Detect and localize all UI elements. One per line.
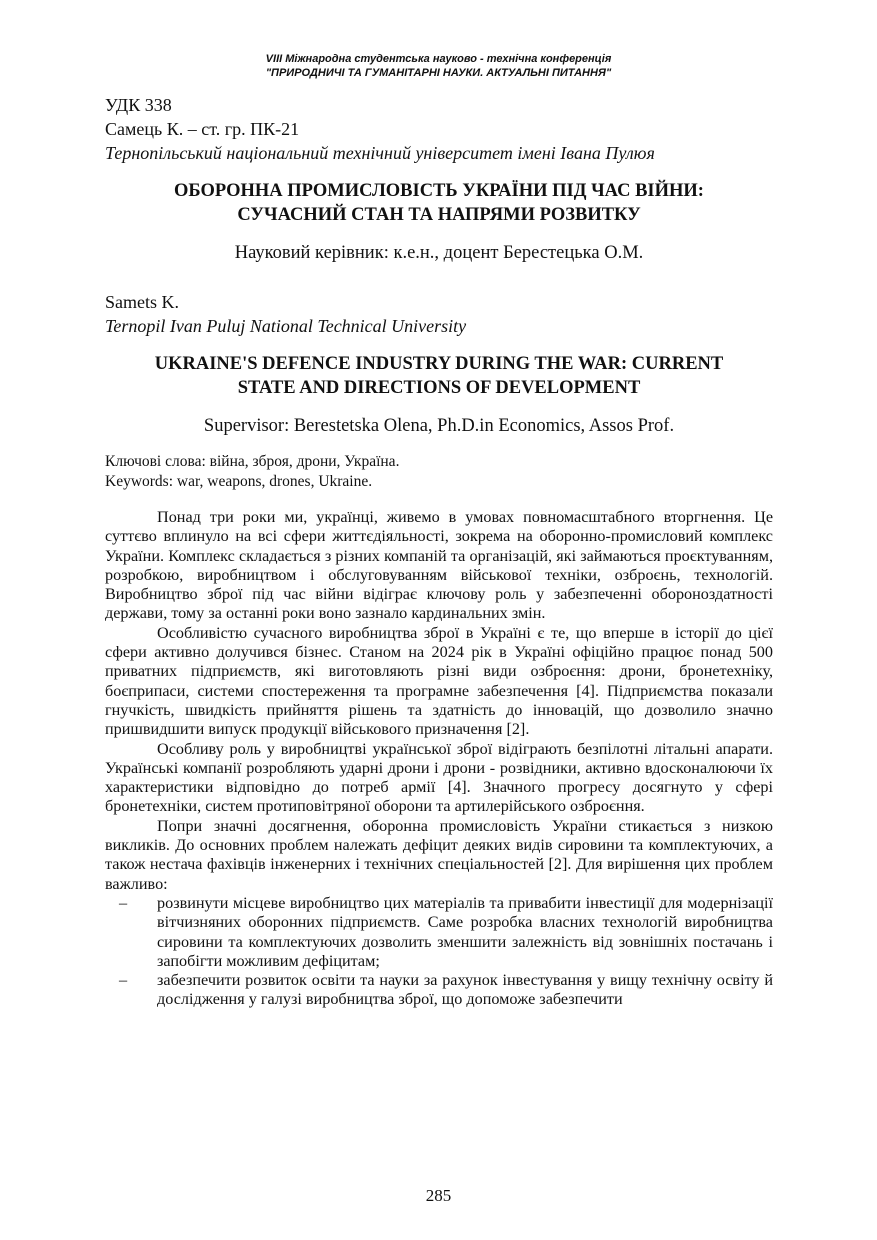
supervisor-en: Supervisor: Berestetska Olena, Ph.D.in Economics, Assos Prof. (203, 416, 675, 436)
page-content (105, 93, 773, 1010)
list-marker: – (119, 893, 128, 912)
list-item-text: забезпечити розвиток освіти та науки за рахунок інвестування у вищу технічну освіту й дослідження у галузі виробництва зброї, що допоможе забезпечити (157, 971, 773, 1009)
list-item-text: розвинути місцеве виробництво цих матеріалів та привабити інвестиції для модернізації вітчизняних оборонних підприємств. Саме розробка власних технологій виробництва сировини та комплектуючих дозволить зменшити залежність від зовнішніх постачань і запобігти можливим дефіцитам; (157, 893, 773, 970)
article-body (105, 508, 773, 1010)
body-paragraph: Особливу роль у виробництві української зброї відіграють безпілотні літальні апарати. Українські компанії розробляють ударні дрони і дрони - розвідники, активно вдосконалюючи їх характеристики відповідно до потреб армії [4]. Значного прогресу досягнуто у сфері бронетехніки, систем протиповітряної оборони та артилерійського озброєння. (105, 739, 773, 816)
conference-name: VIII Міжнародна студентська науково - технічна конференція (265, 53, 612, 65)
keywords-en: Keywords: war, weapons, drones, Ukraine. (105, 473, 373, 490)
title-en (105, 352, 773, 400)
keywords-ua: Ключові слова: війна, зброя, дрони, Україна. (105, 453, 400, 470)
conference-theme: "ПРИРОДНИЧІ ТА ГУМАНІТАРНІ НАУКИ. АКТУАЛЬНІ ПИТАННЯ" (265, 67, 612, 79)
body-paragraph: Особливістю сучасного виробництва зброї в Україні є те, що вперше в історії до цієї сфери активно долучився бізнес. Станом на 2024 рік в Україні офіційно працює понад 500 приватних підприємств, які виготовляють різні види озброєння: дрони, бронетехніку, боєприпаси, системи спостереження та програмне забезпечення [4]. Підприємства показали гнучкість, швидкість прийняття рішень та здатність до інновацій, що дозволило значно пришвидшити випуск продукції військового призначення [2]. (105, 623, 773, 739)
title-en-line: UKRAINE'S DEFENCE INDUSTRY DURING THE WAR: CURRENT (154, 354, 724, 374)
list-item (105, 894, 773, 971)
title-ua (105, 179, 773, 227)
page-number: 285 (425, 1186, 452, 1205)
udk-code: УДК 338 (105, 95, 172, 115)
author-ua: Самець К. – ст. гр. ПК-21 (105, 119, 300, 139)
affiliation-ua: Тернопільський національний технічний університет імені Івана Пулюя (105, 143, 655, 163)
keywords-block (105, 452, 773, 492)
running-header (0, 52, 877, 80)
author-en: Samets K. (105, 292, 179, 312)
recommendations-list (105, 894, 773, 1010)
title-en-line: STATE AND DIRECTIONS OF DEVELOPMENT (237, 378, 641, 398)
title-ua-line: ОБОРОННА ПРОМИСЛОВІСТЬ УКРАЇНИ ПІД ЧАС ВІЙНИ: (174, 181, 704, 201)
body-paragraph: Попри значні досягнення, оборонна промисловість України стикається з низкою викликів. До основних проблем належать дефіцит деяких видів сировини та комплектуючих, а також нестача фахівців інженерних і технічних спеціальностей [2]. Для вирішення цих проблем важливо: (105, 816, 773, 893)
list-marker: – (119, 971, 128, 990)
affiliation-en: Ternopil Ivan Puluj National Technical University (105, 316, 467, 336)
body-paragraph: Понад три роки ми, українці, живемо в умовах повномасштабного вторгнення. Це суттєво вплинуло на всі сфери життєдіяльності, зокрема на оборонно-промисловий комплекс України. Комплекс складається з різних компаній та організацій, які займаються проєктуванням, розробкою, виробництвом і обслуговуванням військової техніки, озброєнь, технологій. Виробництво зброї під час війни відіграє ключову роль у забезпеченні обороноздатності держави, тому за останні роки воно зазнало кардинальних змін. (105, 508, 773, 623)
list-item (105, 971, 773, 1010)
supervisor-ua: Науковий керівник: к.е.н., доцент Берестецька О.М. (234, 243, 644, 263)
title-ua-line: СУЧАСНИЙ СТАН ТА НАПРЯМИ РОЗВИТКУ (237, 205, 641, 225)
